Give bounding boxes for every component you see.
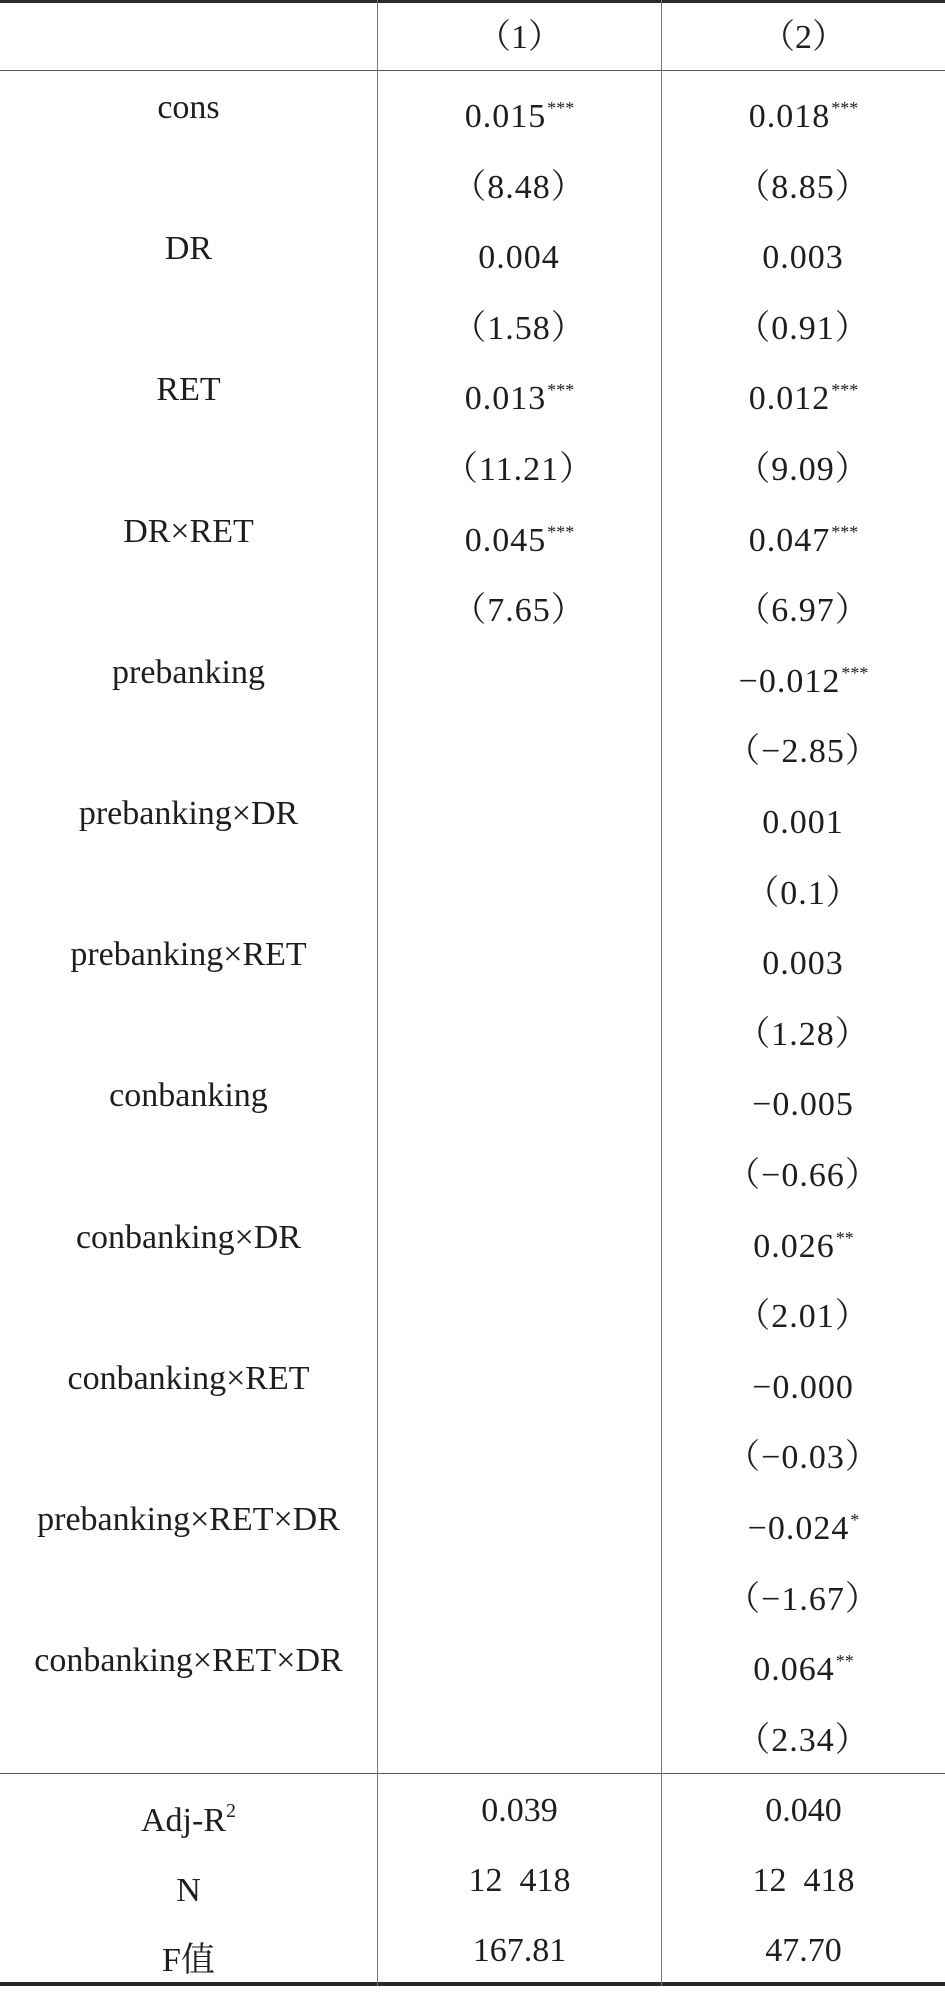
model-1-value (378, 1203, 661, 1273)
variable-label: prebanking (112, 653, 265, 691)
model-1-value (378, 1556, 661, 1626)
value-text: 0.003 (762, 945, 844, 983)
tstat-row (0, 285, 945, 355)
variable-label (0, 991, 377, 1061)
coefficient-row (0, 1626, 945, 1696)
value-text: （2.01） (736, 1298, 870, 1336)
tstat-row (0, 991, 945, 1061)
value-text: （0.91） (736, 309, 870, 347)
variable-label (0, 1273, 377, 1343)
variable-label: DR×RET (123, 512, 254, 550)
model-2-value (662, 567, 945, 637)
model-1-statistic: 167.81 (472, 1932, 567, 1969)
model-2-value (662, 850, 945, 920)
model-1-value (378, 355, 661, 425)
significance-stars: ** (835, 1227, 854, 1248)
model-2-value (662, 144, 945, 214)
statistic-label (0, 1846, 377, 1916)
model-2-value (662, 285, 945, 355)
statistic-row (0, 1916, 945, 1986)
model-2-statistic: 47.70 (765, 1932, 842, 1969)
statistic-label (0, 1916, 377, 1986)
model-2-value (662, 355, 945, 425)
model-2-value (662, 1485, 945, 1555)
coefficient-row (0, 920, 945, 990)
model-2-value (662, 1414, 945, 1484)
tstat-row (0, 1697, 945, 1767)
variable-label: RET (156, 371, 221, 409)
model-1-value (378, 1061, 661, 1131)
model-2-value (662, 638, 945, 708)
model-2-statistic: 0.040 (765, 1792, 842, 1829)
model-2-value (662, 991, 945, 1061)
value-text: 0.004 (478, 239, 560, 277)
model-1-value (378, 214, 661, 284)
value-text: 0.015 (464, 98, 547, 135)
variable-label (0, 850, 377, 920)
value-text: （1.28） (736, 1015, 870, 1053)
coefficient-row (0, 1203, 945, 1273)
statistic-label-text: F值 (162, 1942, 215, 1979)
significance-stars: *** (831, 98, 859, 118)
significance-stars: *** (547, 98, 575, 118)
value-text: −0.024 (747, 1510, 850, 1547)
model-1-value (378, 497, 661, 567)
model-2-value (662, 708, 945, 778)
coefficient-row (0, 1061, 945, 1131)
model-1-value (378, 1697, 661, 1767)
model-1-value (378, 73, 661, 143)
header-cell-model-1: （1） (477, 19, 562, 56)
value-text: −0.000 (752, 1368, 854, 1406)
model-2-value (662, 1061, 945, 1131)
significance-stars: * (850, 1510, 860, 1530)
tstat-row (0, 1414, 945, 1484)
significance-stars: *** (547, 380, 575, 401)
model-2-value (662, 1556, 945, 1626)
model-2-value (662, 73, 945, 143)
variable-label (0, 708, 377, 778)
statistic-label-text: Adj-R (141, 1802, 226, 1839)
model-1-value (378, 1273, 661, 1343)
model-1-value (378, 920, 661, 990)
value-text: −0.005 (752, 1086, 854, 1124)
variable-label: DR (164, 230, 213, 268)
value-text: 0.012 (748, 380, 831, 418)
model-1-value (378, 708, 661, 778)
value-text: 0.047 (748, 521, 831, 559)
coefficient-row (0, 73, 945, 143)
value-text: （8.48） (452, 168, 586, 206)
model-1-value (378, 638, 661, 708)
model-2-value (662, 1203, 945, 1273)
model-1-value (378, 1485, 661, 1555)
value-text: 0.018 (748, 98, 831, 135)
variable-label (0, 285, 377, 355)
tstat-row (0, 708, 945, 778)
model-2-value (662, 497, 945, 567)
value-text: （0.1） (745, 874, 861, 912)
value-text: （−2.85） (726, 733, 880, 771)
coefficient-row (0, 497, 945, 567)
stats-rule (0, 1773, 945, 1774)
variable-label: prebanking×DR (78, 795, 299, 832)
model-1-value (378, 1414, 661, 1484)
coefficient-row (0, 1344, 945, 1414)
significance-stars: *** (831, 521, 859, 542)
model-1-value (378, 1132, 661, 1202)
model-2-statistic: 12 418 (752, 1862, 855, 1899)
value-text: −0.012 (738, 662, 841, 700)
model-1-value (378, 144, 661, 214)
model-2-value (662, 426, 945, 496)
significance-stars: *** (547, 521, 575, 542)
model-2-value (662, 1273, 945, 1343)
value-text: （2.34） (736, 1721, 870, 1759)
value-text: 0.026 (753, 1227, 835, 1265)
tstat-row (0, 1273, 945, 1343)
model-1-value (378, 779, 661, 849)
statistic-label (0, 1776, 377, 1846)
coefficient-row (0, 1485, 945, 1555)
tstat-row (0, 144, 945, 214)
header-cell-blank (0, 3, 377, 73)
variable-label: conbanking×RET (67, 1359, 310, 1397)
model-2-value (662, 1697, 945, 1767)
significance-stars: *** (831, 380, 859, 401)
value-text: （7.65） (452, 592, 586, 630)
variable-label: cons (157, 89, 220, 126)
variable-label (0, 1697, 377, 1767)
model-1-value (378, 991, 661, 1061)
statistic-label-text: N (176, 1872, 201, 1909)
value-text: （−0.66） (726, 1157, 880, 1194)
value-text: （−1.67） (726, 1580, 880, 1618)
variable-label (0, 1556, 377, 1626)
value-text: 0.013 (464, 380, 547, 418)
tstat-row (0, 1132, 945, 1202)
model-2-value (662, 1132, 945, 1202)
model-1-value (378, 1626, 661, 1696)
tstat-row (0, 850, 945, 920)
model-2-value (662, 920, 945, 990)
coefficient-row (0, 638, 945, 708)
coefficient-row (0, 214, 945, 284)
variable-label: conbanking×DR (75, 1218, 302, 1256)
model-1-statistic: 12 418 (468, 1862, 571, 1899)
significance-stars: ** (835, 1651, 854, 1672)
value-text: 0.064 (753, 1651, 835, 1689)
value-text: （9.09） (736, 451, 870, 488)
superscript: 2 (226, 1800, 236, 1822)
variable-label: prebanking×RET (70, 936, 307, 974)
tstat-row (0, 426, 945, 496)
model-1-value (378, 426, 661, 496)
value-text: （8.85） (736, 168, 870, 206)
value-text: （1.58） (452, 309, 586, 347)
model-1-value (378, 285, 661, 355)
header-row (0, 3, 945, 73)
tstat-row (0, 1556, 945, 1626)
statistic-row (0, 1776, 945, 1846)
model-1-statistic: 0.039 (481, 1792, 558, 1829)
variable-label: conbanking×RET×DR (34, 1642, 343, 1680)
statistic-row (0, 1846, 945, 1916)
value-text: 0.045 (464, 521, 547, 559)
variable-label: prebanking×RET×DR (37, 1501, 340, 1538)
model-2-value (662, 214, 945, 284)
model-1-value (378, 850, 661, 920)
coefficient-row (0, 779, 945, 849)
significance-stars: *** (841, 662, 869, 683)
variable-label (0, 144, 377, 214)
tstat-row (0, 567, 945, 637)
model-1-value (378, 1344, 661, 1414)
value-text: 0.003 (762, 239, 844, 277)
value-text: （6.97） (736, 592, 870, 630)
variable-label (0, 1414, 377, 1484)
header-cell-model-2: （2） (761, 19, 846, 56)
model-2-value (662, 1626, 945, 1696)
variable-label: conbanking (109, 1077, 268, 1115)
model-1-value (378, 567, 661, 637)
model-2-value (662, 779, 945, 849)
coefficient-row (0, 355, 945, 425)
value-text: （−0.03） (726, 1439, 880, 1477)
variable-label (0, 1132, 377, 1202)
variable-label (0, 567, 377, 637)
model-2-value (662, 1344, 945, 1414)
value-text: （11.21） (443, 451, 595, 488)
value-text: 0.001 (762, 804, 844, 841)
variable-label (0, 426, 377, 496)
